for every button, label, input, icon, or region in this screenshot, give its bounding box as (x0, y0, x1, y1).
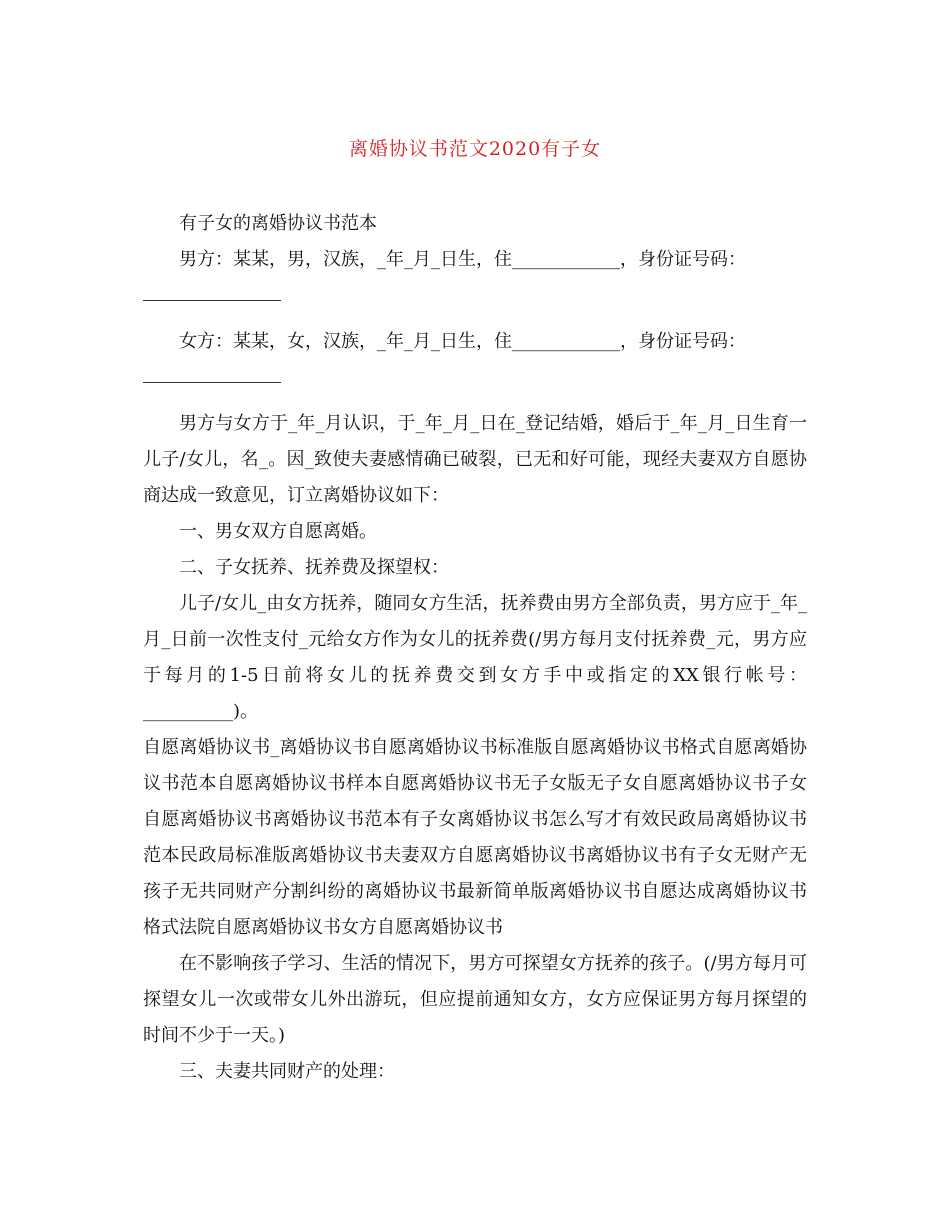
male-id-blank (143, 278, 807, 314)
female-id-blank (143, 360, 807, 396)
male-party-paragraph: 男方：某某，男，汉族，_年_月_日生，住____________，身份证号码： (179, 249, 746, 270)
clause-1: 一、男女双方自愿离婚。 (179, 521, 377, 542)
female-party-paragraph: 女方：某某，女，汉族，_年_月_日生，住____________，身份证号码： (179, 331, 746, 352)
blank-rule (143, 360, 281, 383)
clause-2: 二、子女抚养、抚养费及探望权： (179, 557, 449, 578)
visitation-paragraph: 在不影响孩子学习、生活的情况下，男方可探望女方抚养的孩子。(/男方每月可探望女儿一次或带女儿外出游玩，但应提前通知女方，女方应保证男方每月探望的时间不少于一天。) (143, 953, 807, 1046)
intro-paragraph: 男方与女方于_年_月认识，于_年_月_日在_登记结婚，婚后于_年_月_日生育一儿子/女儿，名_。因_致使夫妻感情确已破裂，已无和好可能，现经夫妻双方自愿协商达成一致意见，订立离婚协议如下： (143, 413, 807, 506)
clause-3: 三、夫妻共同财产的处理： (179, 1061, 395, 1082)
document-body (143, 206, 807, 1090)
subtitle-paragraph: 有子女的离婚协议书范本 (179, 213, 377, 234)
document-title: 离婚协议书范文2020有子女 (348, 138, 602, 160)
keywords-paragraph: 自愿离婚协议书_离婚协议书自愿离婚协议书标准版自愿离婚协议书格式自愿离婚协议书范本自愿离婚协议书样本自愿离婚协议书无子女版无子女自愿离婚协议书子女自愿离婚协议书离婚协议书范本有子女离婚协议书怎么写才有效民政局离婚协议书范本民政局标准版离婚协议书夫妻双方自愿离婚协议书离婚协议书有子女无财产无孩子无共同财产分割纠纷的离婚协议书最新简单版离婚协议书自愿达成离婚协议书格式法院自愿离婚协议书女方自愿离婚协议书 (143, 737, 807, 938)
custody-paragraph: 儿子/女儿_由女方抚养，随同女方生活，抚养费由男方全部负责，男方应于_年_月_日前一次性支付_元给女方作为女儿的抚养费(/男方每月支付抚养费_元，男方应于每月的1-5日前将女儿的抚养费交到女方手中或指定的XX银行帐号：__________)。 (143, 593, 807, 722)
blank-rule (143, 278, 281, 301)
